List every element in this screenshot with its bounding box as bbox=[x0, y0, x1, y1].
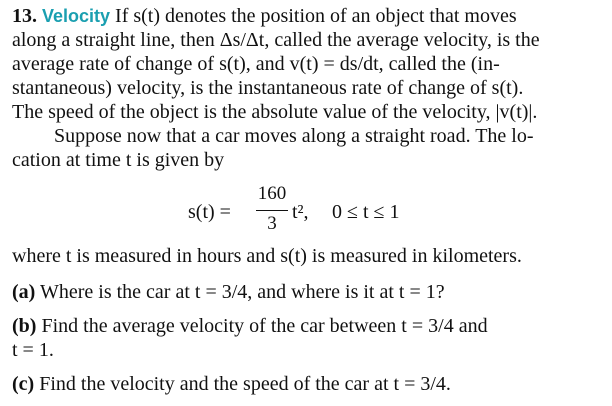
problem-number: 13. bbox=[12, 5, 37, 27]
problem-line-4: stantaneous) velocity, is the instantaneous rate of change of s(t). bbox=[12, 77, 524, 99]
formula-numerator: 160 bbox=[257, 183, 287, 204]
problem-line-1: If s(t) denotes the position of an object that moves bbox=[115, 5, 517, 27]
problem-line-3: average rate of change of s(t), and v(t) = ds/dt, called the (in- bbox=[12, 53, 500, 75]
problem-heading: Velocity bbox=[42, 6, 111, 26]
fraction-bar bbox=[256, 210, 288, 211]
after-formula-line: where t is measured in hours and s(t) is measured in kilometers. bbox=[12, 245, 522, 267]
part-c bbox=[12, 372, 451, 396]
part-b-continuation: t = 1. bbox=[12, 339, 54, 361]
part-b-text: Find the average velocity of the car between t = 3/4 and bbox=[41, 315, 488, 337]
formula-denominator: 3 bbox=[267, 213, 277, 234]
part-a-label: (a) bbox=[12, 281, 36, 303]
formula-rhs: t², bbox=[292, 201, 309, 223]
part-a-text: Where is the car at t = 3/4, and where is it at t = 1? bbox=[39, 281, 445, 303]
problem-line-7: cation at time t is given by bbox=[12, 149, 225, 171]
problem-line-2: along a straight line, then Δs/Δt, called the average velocity, is the bbox=[12, 29, 540, 51]
problem-first-line bbox=[12, 4, 517, 28]
formula-lhs: s(t) = bbox=[188, 201, 231, 223]
problem-line-5: The speed of the object is the absolute value of the velocity, |v(t)|. bbox=[12, 101, 538, 123]
part-b-label: (b) bbox=[12, 315, 37, 337]
part-c-label: (c) bbox=[12, 373, 35, 395]
part-b bbox=[12, 314, 488, 338]
problem-page bbox=[12, 0, 602, 406]
problem-line-6: Suppose now that a car moves along a straight road. The lo- bbox=[54, 125, 534, 147]
position-formula bbox=[12, 182, 602, 240]
part-c-text: Find the velocity and the speed of the car at t = 3/4. bbox=[39, 373, 451, 395]
formula-domain: 0 ≤ t ≤ 1 bbox=[332, 201, 400, 223]
part-a bbox=[12, 280, 445, 304]
